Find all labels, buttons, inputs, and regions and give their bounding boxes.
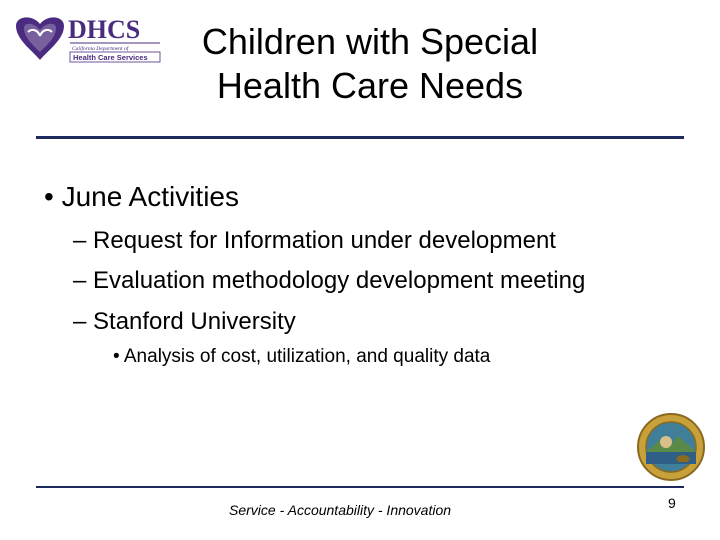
- sub-bullet-evaluation: – Evaluation methodology development meeting: [73, 267, 586, 294]
- title-divider: [36, 136, 684, 139]
- sub-bullet-stanford: – Stanford University: [73, 308, 296, 335]
- page-number: 9: [668, 495, 676, 511]
- logo-subtitle: Health Care Services: [73, 53, 148, 62]
- title-line-2: Health Care Needs: [216, 65, 524, 106]
- footer-divider: [36, 486, 684, 488]
- logo-tagline: California Department of: [72, 46, 129, 52]
- bullet-june-activities: • June Activities: [44, 181, 240, 212]
- title-line-1: Children with Special: [201, 21, 539, 62]
- california-seal-icon: [636, 412, 706, 482]
- sub-bullet-rfi: – Request for Information under development: [73, 227, 556, 254]
- logo-brand: DHCS: [68, 15, 141, 44]
- sub-sub-bullet-analysis: • Analysis of cost, utilization, and quality data: [113, 346, 491, 367]
- dhcs-logo: [10, 12, 162, 66]
- footer-tagline: Service - Accountability - Innovation: [229, 502, 452, 518]
- slide-title: [160, 20, 580, 108]
